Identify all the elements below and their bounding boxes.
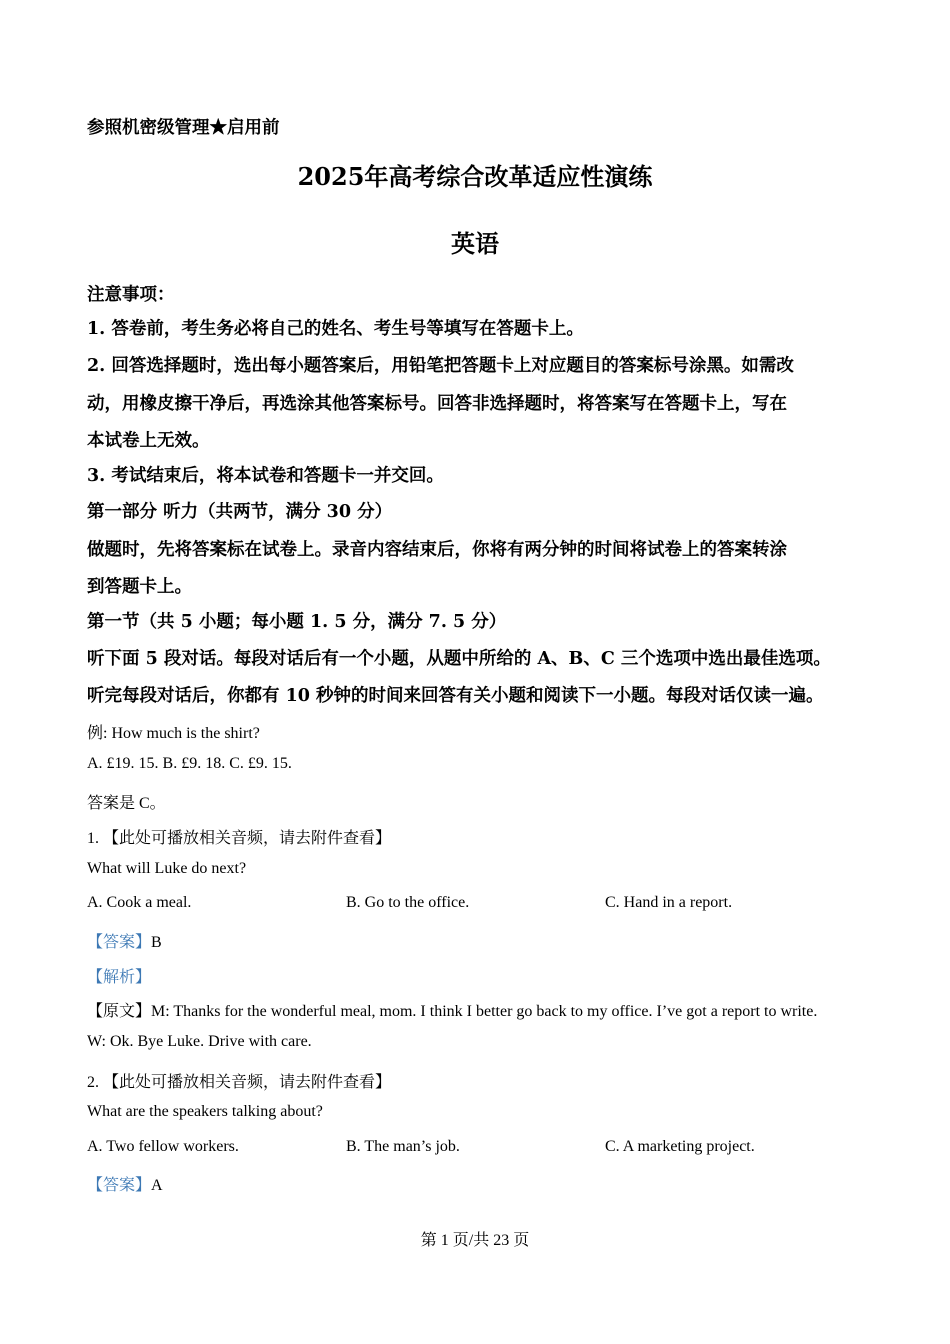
q1-answer-tag: 【答案】: [87, 934, 152, 951]
note-item-1: 1. 答卷前，考生务必将自己的姓名、考生号等填写在答题卡上。: [87, 319, 584, 339]
example-question: 例: How much is the shirt?: [87, 725, 260, 742]
q2-answer: [87, 1172, 163, 1195]
q2-option-b: B. The man’s job.: [346, 1138, 460, 1155]
classification-label: 参照机密级管理★启用前: [87, 118, 280, 138]
notes-heading: 注意事项：: [87, 285, 175, 305]
q2-answer-tag: 【答案】: [87, 1177, 152, 1194]
q1-transcript-line-1: 【原文】M: Thanks for the wonderful meal, mom. I think I better go back to my office. I’ve got a report to write.: [87, 1003, 818, 1020]
q2-option-c: C. A marketing project.: [605, 1138, 755, 1155]
q1-answer: [87, 929, 162, 952]
q1-transcript-line-2: W: Ok. Bye Luke. Drive with care.: [87, 1033, 312, 1050]
q2-option-a: A. Two fellow workers.: [87, 1138, 239, 1155]
q1-question: What will Luke do next?: [87, 860, 247, 877]
q1-option-b: B. Go to the office.: [346, 894, 470, 911]
q2-question: What are the speakers talking about?: [87, 1103, 323, 1120]
note-item-2-line-1: 2. 回答选择题时，选出每小题答案后，用铅笔把答题卡上对应题目的答案标号涂黑。如需改: [87, 356, 794, 376]
q1-analysis-tag: 【解析】: [87, 969, 152, 986]
subject-title: 英语: [451, 229, 499, 258]
section1-instruction-line-1: 听下面 5 段对话。每段对话后有一个小题，从题中所给的 A、B、C 三个选项中选出最佳选项。: [87, 649, 831, 669]
part1-heading: 第一部分 听力（共两节，满分 30 分）: [87, 502, 393, 522]
q2-audio-note: 2. 【此处可播放相关音频，请去附件查看】: [87, 1074, 392, 1091]
part1-instruction-line-1: 做题时，先将答案标在试卷上。录音内容结束后，你将有两分钟的时间将试卷上的答案转涂: [87, 540, 787, 560]
q1-answer-value: B: [151, 934, 162, 951]
page-footer: 第 1 页/共 23 页: [420, 1232, 530, 1249]
q2-answer-value: A: [151, 1177, 163, 1194]
part1-instruction-line-2: 到答题卡上。: [87, 577, 192, 597]
example-options: A. £19. 15. B. £9. 18. C. £9. 15.: [87, 755, 292, 772]
note-item-2-line-3: 本试卷上无效。: [87, 431, 210, 451]
exam-title: 2025年高考综合改革适应性演练: [297, 162, 653, 191]
q1-option-a: A. Cook a meal.: [87, 894, 192, 911]
note-item-2-line-2: 动，用橡皮擦干净后，再选涂其他答案标号。回答非选择题时，将答案写在答题卡上，写在: [87, 394, 787, 414]
note-item-3: 3. 考试结束后，将本试卷和答题卡一并交回。: [87, 466, 444, 486]
example-answer: 答案是 C。: [87, 795, 166, 812]
q1-option-c: C. Hand in a report.: [605, 894, 733, 911]
section1-heading: 第一节（共 5 小题；每小题 1. 5 分，满分 7. 5 分）: [87, 612, 507, 632]
q1-audio-note: 1. 【此处可播放相关音频，请去附件查看】: [87, 830, 392, 847]
section1-instruction-line-2: 听完每段对话后，你都有 10 秒钟的时间来回答有关小题和阅读下一小题。每段对话仅读一遍。: [87, 686, 824, 706]
